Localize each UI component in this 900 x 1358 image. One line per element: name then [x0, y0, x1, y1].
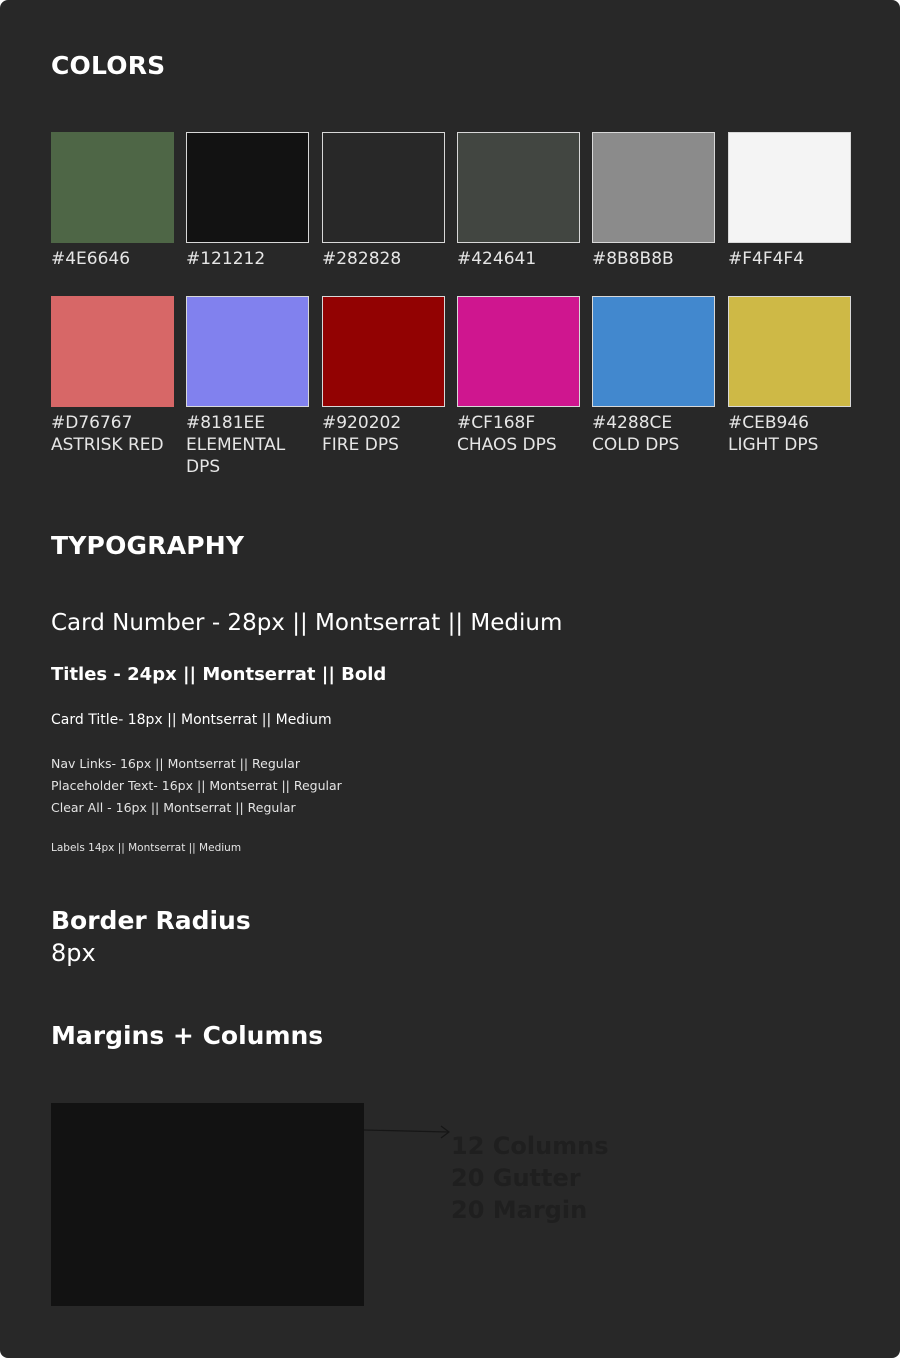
type-sample-clear-all: Clear All - 16px || Montserrat || Regular	[51, 800, 296, 815]
color-swatch	[51, 132, 174, 270]
color-hex-label: #8181EE	[186, 413, 265, 433]
color-hex-label: #920202	[322, 413, 402, 433]
color-swatch-text	[592, 248, 715, 270]
grid-preview-box	[51, 1103, 364, 1306]
type-sample-placeholder-text: Placeholder Text- 16px || Montserrat || Regular	[51, 778, 342, 793]
color-chip	[51, 296, 174, 407]
color-chip	[592, 296, 715, 407]
color-chip	[322, 132, 445, 243]
typography-heading: TYPOGRAPHY	[51, 531, 245, 560]
color-swatch-text	[457, 248, 580, 270]
margins-columns-heading: Margins + Columns	[51, 1021, 324, 1050]
color-chip	[186, 132, 309, 243]
color-chip	[322, 296, 445, 407]
color-hex-label: #CEB946	[728, 413, 809, 433]
arrow-right-icon	[364, 1120, 454, 1144]
color-hex-label: #D76767	[51, 413, 133, 433]
color-swatch-text	[51, 412, 174, 456]
color-name-label: FIRE DPS	[322, 435, 399, 455]
color-swatch	[592, 296, 715, 456]
color-swatch	[728, 132, 851, 270]
color-hex-label: #8B8B8B	[592, 249, 674, 269]
color-swatch	[186, 296, 309, 478]
colors-heading: COLORS	[51, 51, 166, 80]
type-sample-card-title: Card Title- 18px || Montserrat || Medium	[51, 712, 332, 728]
color-chip	[186, 296, 309, 407]
color-swatch	[592, 132, 715, 270]
color-chip	[592, 132, 715, 243]
color-swatch-text	[457, 412, 580, 456]
border-radius-heading: Border Radius	[51, 906, 251, 935]
color-chip	[728, 132, 851, 243]
color-swatch	[322, 296, 445, 456]
grid-note-margin: 20 Margin	[451, 1196, 588, 1224]
color-name-label: CHAOS DPS	[457, 435, 557, 455]
color-swatch	[728, 296, 851, 456]
color-swatch-text	[728, 412, 851, 456]
color-swatch-text	[322, 248, 445, 270]
grid-note-columns: 12 Columns	[451, 1132, 609, 1160]
color-swatch	[186, 132, 309, 270]
color-chip	[51, 132, 174, 243]
color-name-label: ELEMENTAL DPS	[186, 435, 286, 477]
color-hex-label: #282828	[322, 249, 402, 269]
color-chip	[728, 296, 851, 407]
color-swatch-text	[728, 248, 851, 270]
color-name-label: LIGHT DPS	[728, 435, 819, 455]
color-hex-label: #CF168F	[457, 413, 536, 433]
color-swatch-text	[592, 412, 715, 456]
color-name-label: COLD DPS	[592, 435, 680, 455]
color-swatch	[51, 296, 174, 456]
type-sample-labels: Labels 14px || Montserrat || Medium	[51, 842, 242, 854]
color-swatch	[457, 296, 580, 456]
grid-note-gutter: 20 Gutter	[451, 1164, 581, 1192]
color-name-label: ASTRISK RED	[51, 435, 164, 455]
border-radius-value: 8px	[51, 939, 96, 967]
color-swatch-text	[51, 248, 174, 270]
color-swatch-text	[322, 412, 445, 456]
color-chip	[457, 296, 580, 407]
color-hex-label: #424641	[457, 249, 537, 269]
type-sample-nav-links: Nav Links- 16px || Montserrat || Regular	[51, 756, 300, 771]
type-sample-titles: Titles - 24px || Montserrat || Bold	[51, 664, 387, 685]
color-swatch-text	[186, 412, 309, 478]
color-swatch-text	[186, 248, 309, 270]
color-hex-label: #4288CE	[592, 413, 673, 433]
color-hex-label: #F4F4F4	[728, 249, 805, 269]
type-sample-card-number: Card Number - 28px || Montserrat || Medium	[51, 610, 563, 636]
color-hex-label: #4E6646	[51, 249, 131, 269]
color-swatch	[457, 132, 580, 270]
color-chip	[457, 132, 580, 243]
color-swatch	[322, 132, 445, 270]
color-hex-label: #121212	[186, 249, 266, 269]
